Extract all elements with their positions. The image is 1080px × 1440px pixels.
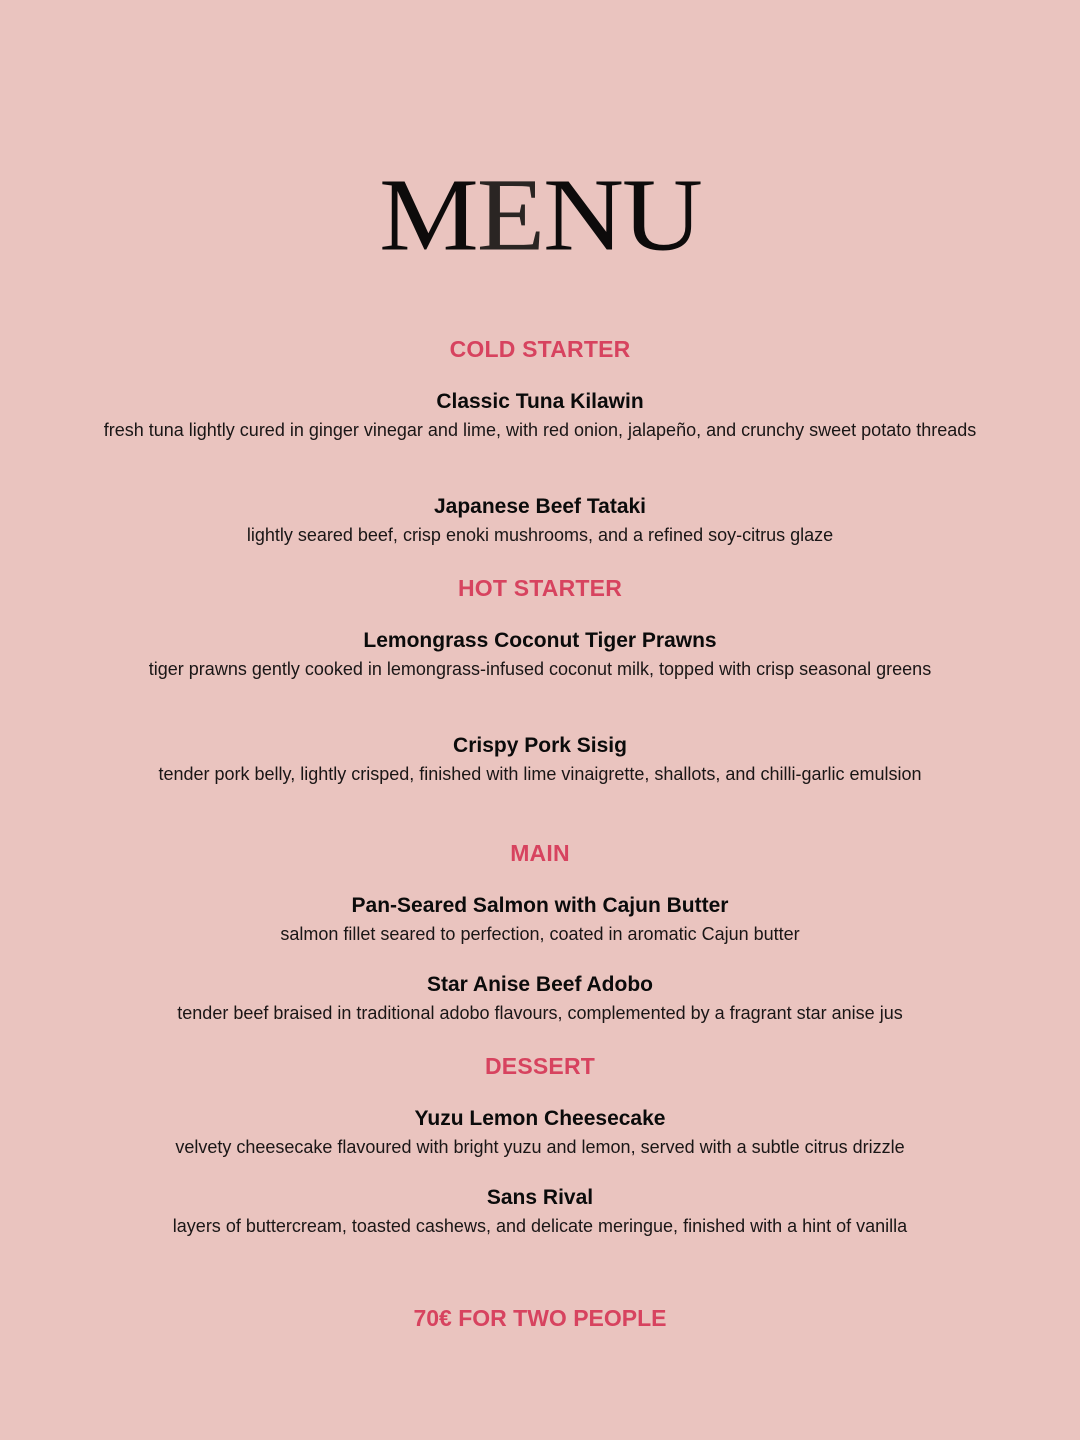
section-heading-dessert: DESSERT bbox=[484, 1053, 596, 1079]
dish-name-salmon: Pan-Seared Salmon with Cajun Butter bbox=[351, 894, 729, 917]
dish-description-tiger-prawns: tiger prawns gently cooked in lemongrass-infused coconut milk, topped with crisp seasonal greens bbox=[148, 659, 932, 679]
section-heading-cold-starter: COLD STARTER bbox=[449, 336, 631, 362]
dish-description-beef-adobo: tender beef braised in traditional adobo flavours, complemented by a fragrant star anise jus bbox=[177, 1003, 903, 1023]
menu-title bbox=[0, 155, 1080, 276]
price-label: 70€ FOR TWO PEOPLE bbox=[413, 1305, 667, 1331]
dish-description-beef-tataki: lightly seared beef, crisp enoki mushrooms, and a refined soy-citrus glaze bbox=[246, 525, 834, 545]
dish-name-beef-adobo: Star Anise Beef Adobo bbox=[427, 973, 653, 996]
dish-description-sans-rival: layers of buttercream, toasted cashews, and delicate meringue, finished with a hint of vanilla bbox=[172, 1216, 908, 1236]
menu-title-part-1: M bbox=[379, 157, 477, 273]
section-heading-hot-starter: HOT STARTER bbox=[457, 575, 623, 601]
dish-name-tuna-kilawin: Classic Tuna Kilawin bbox=[436, 390, 644, 413]
section-heading-main: MAIN bbox=[510, 840, 570, 866]
dish-description-yuzu-cheesecake: velvety cheesecake flavoured with bright yuzu and lemon, served with a subtle citrus drizzle bbox=[175, 1137, 905, 1157]
menu-title-part-3: NU bbox=[543, 157, 701, 273]
dish-name-sans-rival: Sans Rival bbox=[486, 1186, 594, 1209]
dish-name-pork-sisig: Crispy Pork Sisig bbox=[453, 734, 627, 757]
dish-description-pork-sisig: tender pork belly, lightly crisped, finished with lime vinaigrette, shallots, and chilli-garlic emulsion bbox=[158, 764, 922, 784]
dish-name-tiger-prawns: Lemongrass Coconut Tiger Prawns bbox=[363, 629, 717, 652]
dish-description-salmon: salmon fillet seared to perfection, coated in aromatic Cajun butter bbox=[280, 924, 800, 944]
dish-name-beef-tataki: Japanese Beef Tataki bbox=[433, 495, 647, 518]
menu-title-part-2: E bbox=[476, 157, 544, 273]
dish-name-yuzu-cheesecake: Yuzu Lemon Cheesecake bbox=[414, 1107, 666, 1130]
dish-description-tuna-kilawin: fresh tuna lightly cured in ginger vinegar and lime, with red onion, jalapeño, and crunchy sweet potato threads bbox=[103, 420, 977, 440]
